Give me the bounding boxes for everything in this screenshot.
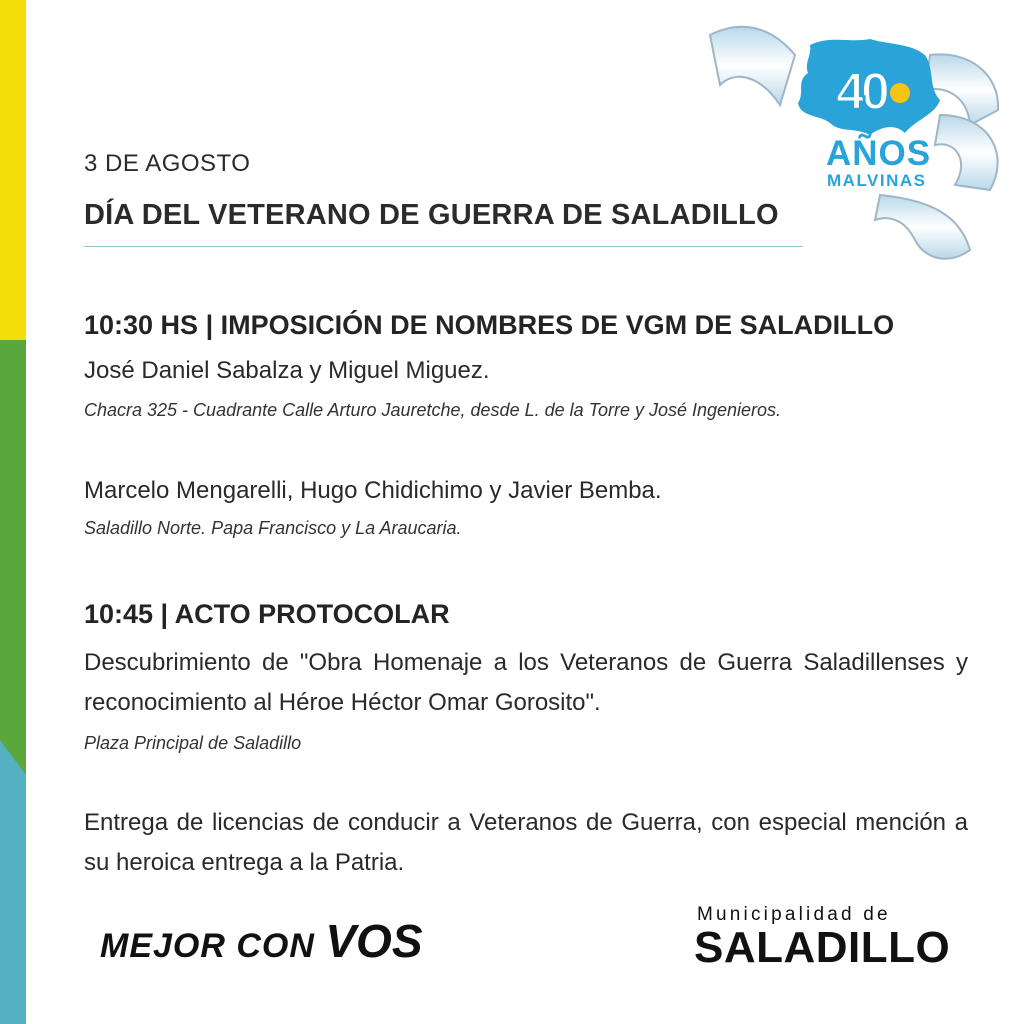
event-2-extra: Entrega de licencias de conducir a Veteranos de Guerra, con especial mención a su heroica entrega a la Patria. [84, 809, 968, 876]
event-date: 3 DE AGOSTO [84, 150, 251, 177]
stripe-yellow [0, 0, 26, 340]
slogan [100, 914, 423, 968]
logo-number: 40 [836, 63, 886, 121]
event-2-heading: 10:45 | ACTO PROTOCOLAR [84, 599, 450, 629]
page-title: DÍA DEL VETERANO DE GUERRA DE SALADILLO [84, 199, 779, 231]
event-2-description: Descubrimiento de "Obra Homenaje a los Veteranos de Guerra Saladillenses y reconocimiento al Héroe Héctor Omar Gorosito". [84, 649, 968, 716]
event-1-heading: 10:30 HS | IMPOSICIÓN DE NOMBRES DE VGM DE SALADILLO [84, 310, 895, 340]
stripe-diagonal [0, 700, 26, 780]
slogan-vos: VOS [325, 915, 423, 967]
event-1-place-1: Chacra 325 - Cuadrante Calle Arturo Jauretche, desde L. de la Torre y José Ingenieros. [84, 400, 782, 420]
event-1-names-2: Marcelo Mengarelli, Hugo Chidichimo y Javier Bemba. [84, 477, 662, 504]
sun-icon [890, 83, 910, 103]
municipality-label: Municipalidad de [697, 904, 891, 925]
slogan-text: MEJOR CON [100, 927, 315, 965]
event-1-names-1: José Daniel Sabalza y Miguel Miguez. [84, 357, 490, 384]
event-1-place-2: Saladillo Norte. Papa Francisco y La Araucaria. [84, 518, 462, 538]
stripe-blue [0, 740, 26, 1024]
logo-anos: AÑOS [826, 134, 932, 173]
logo-malvinas: MALVINAS [827, 171, 927, 190]
event-2-place: Plaza Principal de Saladillo [84, 733, 302, 753]
municipality-name: SALADILLO [694, 923, 951, 972]
title-divider [84, 246, 803, 247]
